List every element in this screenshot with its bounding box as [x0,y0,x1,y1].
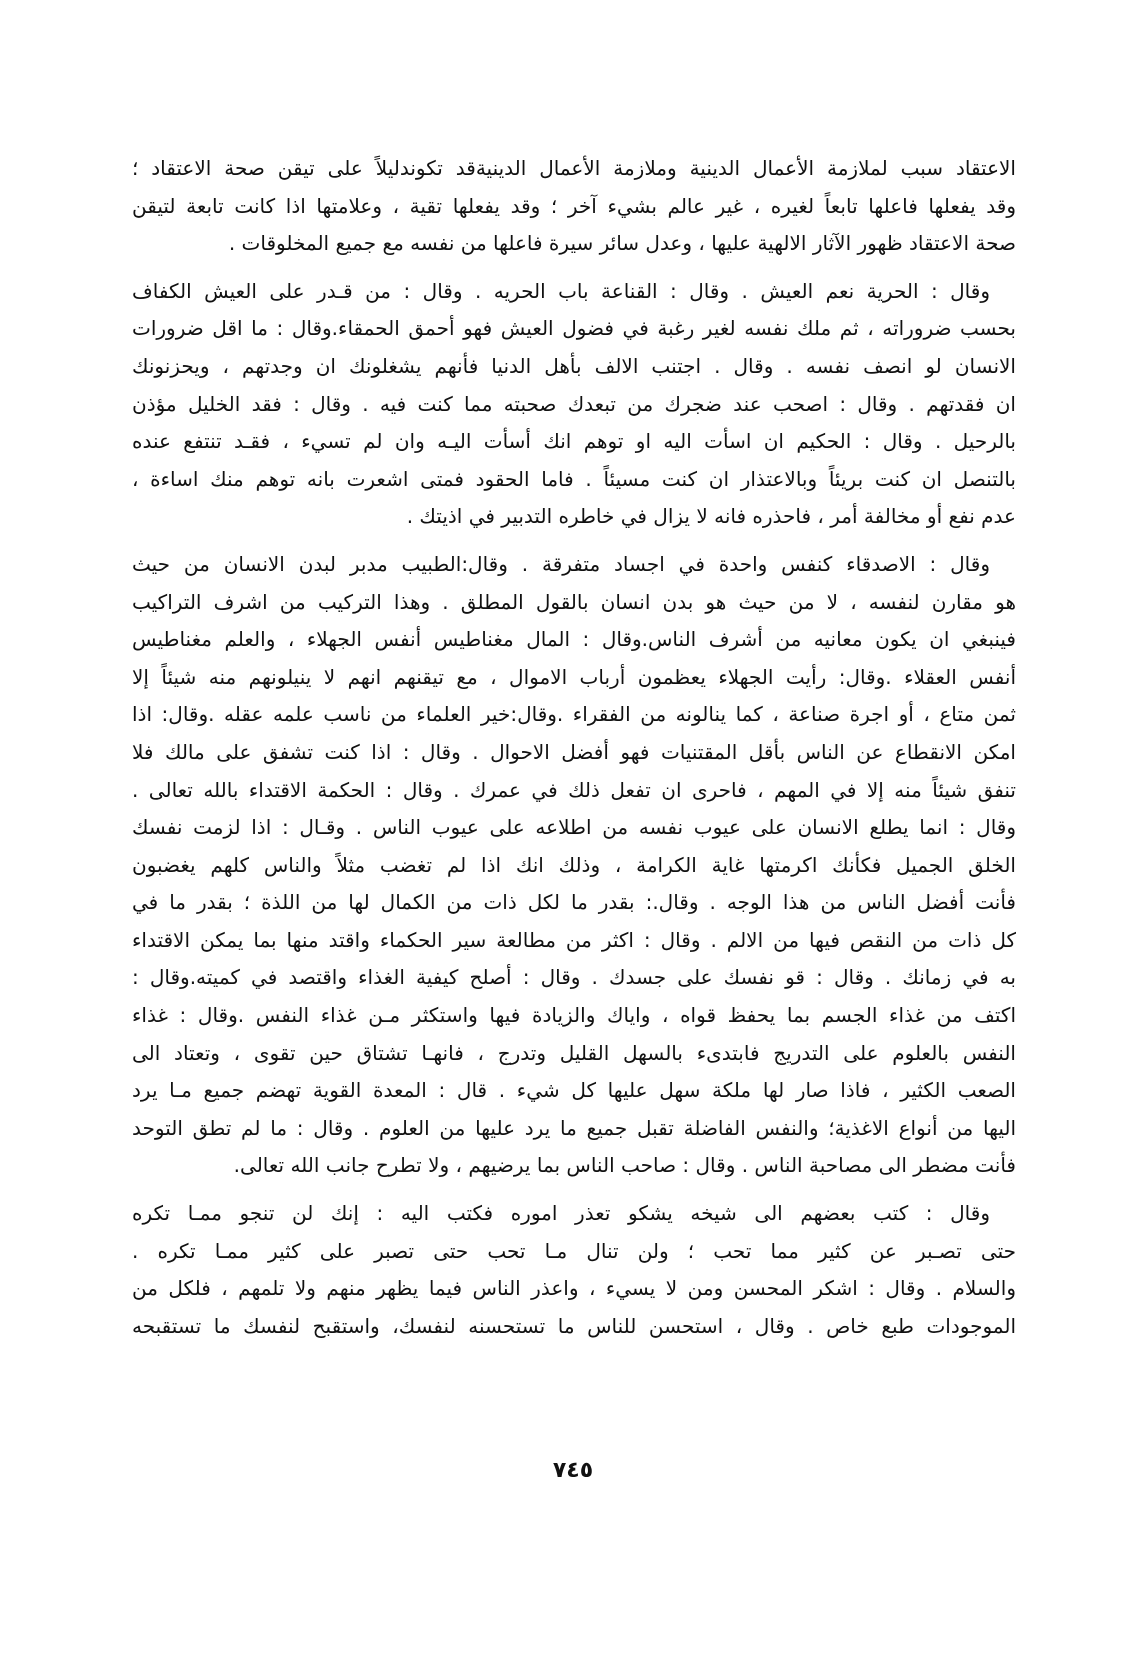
text-line: وقال : انما يطلع الانسان على عيوب نفسه من اطلاعه على عيوب الناس . وقـال : اذا لزمت نفسك [132,815,1016,840]
text-line: وقال : الحرية نعم العيش . وقال : القناعة باب الحريه . وقال : من قـدر على العيش الكفاف [132,278,990,303]
text-line: صحة الاعتقاد ظهور الآثار الالهية عليها ، وعدل سائر سيرة فاعلها من نفسه مع جميع المخلوقات . [228,231,1016,256]
text-line: بحسب ضروراته ، ثم ملك نفسه لغير رغبة في فضول العيش فهو أحمق الحمقاء.وقال : ما اقل ضرورات [132,316,1016,341]
text-line: الانسان لو انصف نفسه . وقال . اجتنب الالف بأهل الدنيا فأنهم يشغلونك ان وجدتهم ، ويحزنونك [132,353,1016,378]
text-line: الخلق الجميل فكأنك اكرمتها غاية الكرامة ، وذلك انك اذا لم تغضب مثلاً والناس كلهم يغضبون [132,852,1016,877]
text-line: ان فقدتهم . وقال : اصحب عند ضجرك من تبعدك صحبته مما كنت فيه . وقال : فقد الخليل مؤذن [132,391,1016,416]
text-line: فأنت أفضل الناس من هذا الوجه . وقال.: بقدر ما لكل ذات من الكمال لها من اللذة ؛ بقدر ما في [132,890,1016,915]
text-line: تنفق شيئاً منه إلا في المهم ، فاحرى ان تفعل ذلك في عمرك . وقال : الحكمة الاقتداء بالله تعالى . [132,777,1016,802]
paragraph-1 [132,150,1016,263]
text-line: وقال : كتب بعضهم الى شيخه يشكو تعذر اموره فكتب اليه : إنك لن تنجو ممـا تكره [132,1201,990,1226]
page-body [132,150,1016,1355]
text-line: كل ذات من النقص فيها من الالم . وقال : اكثر من مطالعة سير الحكماء واقتد منها بما يمكن الاقتداء [132,927,1016,952]
text-line: بالتنصل ان كنت بريئاً وبالاعتذار ان كنت مسيئاً . فاما الحقود فمتى اشعرت بانه توهم منك اساءة ، [132,466,1016,491]
text-line: فأنت مضطر الى مصاحبة الناس . وقال : صاحب الناس بما يرضيهم ، ولا تطرح جانب الله تعالى. [233,1153,1016,1178]
text-line: وقد يفعلها فاعلها تابعاً لغيره ، غير عالم بشيء آخر ؛ وقد يفعلها تقية ، وعلامتها اذا كانت تابعة لتيقن [132,193,1016,218]
text-line: اليها من أنواع الاغذية؛ والنفس الفاضلة تقبل جميع ما يرد عليها من العلوم . وقال : ما لم تطق التوحد [132,1115,1016,1140]
text-line: به في زمانك . وقال : قو نفسك على جسدك . وقال : أصلح كيفية الغذاء واقتصد في كميته.وقال : [132,965,1016,990]
text-line: الاعتقاد سبب لملازمة الأعمال الدينية وملازمة الأعمال الدينيةقد تكوندليلاً على تيقن صحة الاعتقاد ؛ [132,156,1016,180]
paragraph-2 [132,273,1016,536]
text-line: والسلام . وقال : اشكر المحسن ومن لا يسيء ، واعذر الناس فيما يظهر منهم ولا تلمهم ، فلكل من [132,1276,1016,1301]
text-line: امكن الانقطاع عن الناس بأقل المقتنيات فهو أفضل الاحوال . وقال : اذا كنت تشفق على مالك فلا [132,739,1016,764]
text-line: أنفس العقلاء .وقال: رأيت الجهلاء يعظمون أرباب الاموال ، مع تيقنهم انهم لا ينيلونهم منه شيئاً إلا [132,664,1016,689]
paragraph-3 [132,546,1016,1185]
text-line: هو مقارن لنفسه ، لا من حيث هو بدن انسان بالقول المطلق . وهذا التركيب من اشرف التراكيب [132,589,1016,614]
page-number: ٧٤٥ [552,1458,594,1483]
text-line: فينبغي ان يكون معانيه من أشرف الناس.وقال : المال مغناطيس أنفس الجهلاء ، والعلم مغناطيس [132,627,1016,652]
text-line: الموجودات طبع خاص . وقال ، استحسن للناس ما تستحسنه لنفسك، واستقبح لنفسك ما تستقبحه [132,1313,1016,1338]
paragraph-4 [132,1195,1016,1345]
text-line: النفس بالعلوم على التدريج فابتدىء بالسهل القليل وتدرج ، فانهـا تشتاق حين تقوى ، وتعتاد الى [132,1040,1016,1065]
text-line: ثمن متاع ، أو اجرة صناعة ، كما ينالونه من الفقراء .وقال:خير العلماء من ناسب علمه عقله .وقال: اذا [132,702,1016,727]
text-line: حتى تصـبر عن كثير مما تحب ؛ ولن تنال مـا تحب حتى تصبر على كثير ممـا تكره . [132,1238,1016,1263]
text-line: وقال : الاصدقاء كنفس واحدة في اجساد متفرقة . وقال:الطبيب مدبر لبدن الانسان من حيث [132,551,990,576]
text-line: الصعب الكثير ، فاذا صار لها ملكة سهل عليها كل شيء . قال : المعدة القوية تهضم جميع مـا يرد [132,1078,1016,1103]
text-line: عدم نفع أو مخالفة أمر ، فاحذره فانه لا يزال في خاطره التدبير في اذيتك . [406,504,1016,529]
text-line: بالرحيل . وقال : الحكيم ان اسأت اليه او توهم انك أسأت اليـه وان لم تسيء ، فقـد تنتفع عنده [132,429,1016,454]
text-line: اكتف من غذاء الجسم بما يحفظ قواه ، واياك والزيادة فيها واستكثر مـن غذاء النفس .وقال : غذاء [132,1003,1016,1028]
